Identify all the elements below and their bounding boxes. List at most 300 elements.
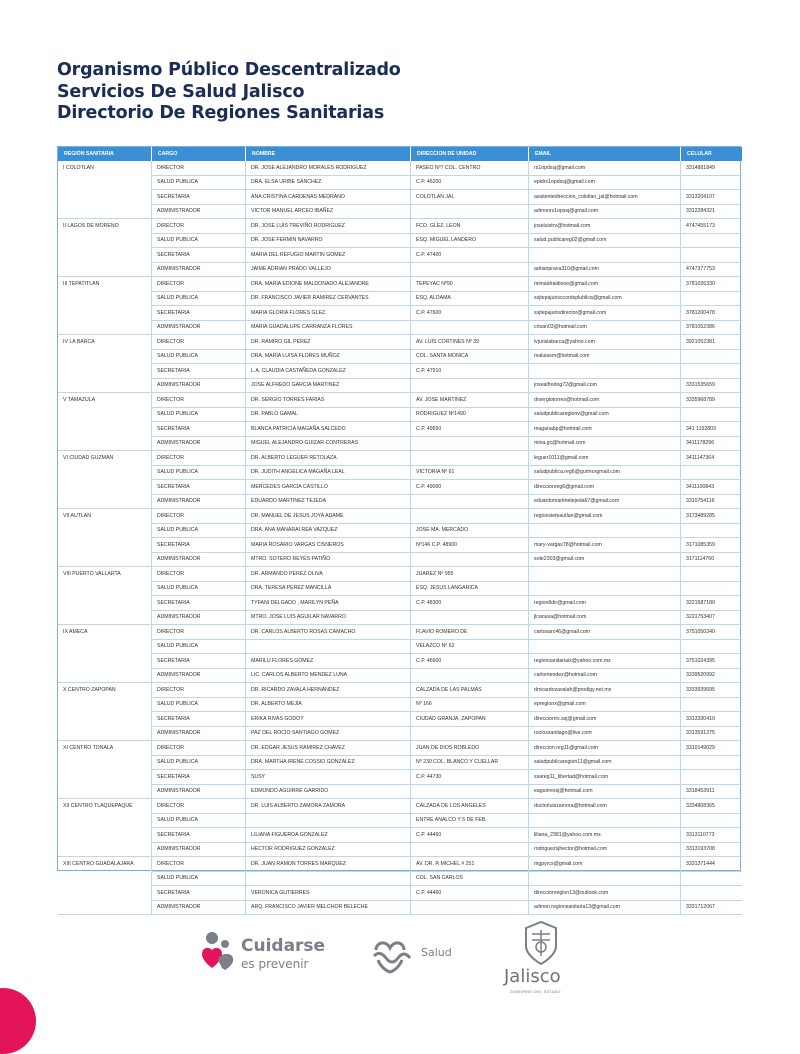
celular-cell: 3173489285: [681, 509, 742, 524]
cargo-cell: SALUD PUBLICA: [152, 350, 246, 365]
region-cell: [58, 712, 152, 727]
email-cell: direccion.reg11@gmail.com: [529, 741, 681, 756]
region-cell: [58, 437, 152, 452]
region-cell: VII AUTLAN: [58, 509, 152, 524]
cargo-cell: SALUD PUBLICA: [152, 872, 246, 887]
nombre-cell: JAIME ADRIAN PRADO VALLEJO: [246, 263, 411, 278]
cargo-cell: SALUD PUBLICA: [152, 466, 246, 481]
direccion-cell: COL. SANTA MONICA: [411, 350, 529, 365]
cargo-cell: ADMINISTRADOR: [152, 437, 246, 452]
nombre-cell: PAZ DEL ROCIO SANTIAGO GOMEZ: [246, 727, 411, 742]
celular-cell: 3781026330: [681, 277, 742, 292]
cargo-cell: DIRECTOR: [152, 451, 246, 466]
celular-cell: 3335968789: [681, 393, 742, 408]
region-cell: [58, 872, 152, 887]
email-cell: admonrs1opssj@gmail.com: [529, 205, 681, 220]
region-cell: XIII CENTRO GUADALAJARA: [58, 857, 152, 872]
celular-cell: [681, 698, 742, 713]
cargo-cell: DIRECTOR: [152, 277, 246, 292]
table-row: [58, 190, 742, 205]
table-row: [58, 770, 742, 785]
direccion-cell: C.P. 44730: [411, 770, 529, 785]
direccion-cell: ESQ. MIGUEL LANDERO: [411, 234, 529, 249]
direccion-cell: [411, 495, 529, 510]
table-row: [58, 741, 742, 756]
nombre-cell: MARILU FLORES GOMEZ: [246, 654, 411, 669]
cargo-cell: DIRECTOR: [152, 393, 246, 408]
celular-cell: [681, 582, 742, 597]
celular-cell: 3411147364: [681, 451, 742, 466]
region-cell: [58, 306, 152, 321]
celular-cell: [681, 176, 742, 191]
email-cell: mary-vargas78@hotmail.com: [529, 538, 681, 553]
email-cell: direccionreg6@gmail.com: [529, 480, 681, 495]
region-cell: [58, 727, 152, 742]
email-cell: mimaldraidione@gmail.com: [529, 277, 681, 292]
direccion-cell: JOSE MA. MERCADO: [411, 524, 529, 539]
nombre-cell: MARIA DEL REFUGIO MARTIN GOMEZ: [246, 248, 411, 263]
direccion-cell: [411, 263, 529, 278]
nombre-cell: DR. JOSE FERMIN NAVARRO: [246, 234, 411, 249]
email-cell: saludpublicaregion11@gmail.com: [529, 756, 681, 771]
celular-cell: 3221753407: [681, 611, 742, 626]
celular-cell: 3310149029: [681, 741, 742, 756]
region-cell: [58, 582, 152, 597]
direccion-cell: CALZADA DE LOS ANGELES: [411, 799, 529, 814]
celular-cell: 3751024395: [681, 654, 742, 669]
celular-cell: [681, 770, 742, 785]
cargo-cell: SECRETARIA: [152, 886, 246, 901]
table-row: [58, 828, 742, 843]
direccion-cell: [411, 843, 529, 858]
email-cell: ivjurislabarca@yahoo.com: [529, 335, 681, 350]
cuidarse-logo: [198, 930, 338, 980]
region-cell: [58, 495, 152, 510]
email-cell: [529, 524, 681, 539]
direccion-cell: [411, 553, 529, 568]
cargo-cell: ADMINISTRADOR: [152, 611, 246, 626]
nombre-cell: DR. RAMIRO GIL PEREZ: [246, 335, 411, 350]
cargo-cell: DIRECTOR: [152, 509, 246, 524]
table-row: [58, 727, 742, 742]
nombre-cell: HECTOR RODRIGUEZ GONZALEZ: [246, 843, 411, 858]
table-row: [58, 379, 742, 394]
region-cell: IX AMECA: [58, 625, 152, 640]
nombre-cell: DRA. ELSA URIBE SANCHEZ: [246, 176, 411, 191]
direccion-cell: AV. JOSE MARTINEZ: [411, 393, 529, 408]
nombre-cell: DR. FRANCISCO JAVIER RAMIREZ CERVANTES: [246, 292, 411, 307]
column-header: CARGO: [152, 147, 246, 161]
table-row: [58, 364, 742, 379]
direccion-cell: [411, 785, 529, 800]
cargo-cell: SECRETARIA: [152, 828, 246, 843]
email-cell: doctorluiszamora@hotmail.com: [529, 799, 681, 814]
direccion-cell: C.P. 46600: [411, 654, 529, 669]
direccion-cell: AV. DR. R MICHEL # 251: [411, 857, 529, 872]
cargo-cell: SECRETARIA: [152, 654, 246, 669]
table-row: [58, 321, 742, 336]
table-row: [58, 611, 742, 626]
region-cell: [58, 756, 152, 771]
cargo-cell: SECRETARIA: [152, 190, 246, 205]
celular-cell: 3314881849: [681, 161, 742, 176]
direccion-cell: RODRIGUEZ Nº1490: [411, 408, 529, 423]
table-row: [58, 524, 742, 539]
directory-table-container: [57, 146, 741, 911]
table-body: [58, 161, 742, 915]
cargo-cell: ADMINISTRADOR: [152, 321, 246, 336]
nombre-cell: EDUARDO MARTINEZ TEJEDA: [246, 495, 411, 510]
cargo-cell: SECRETARIA: [152, 712, 246, 727]
direccion-cell: C.P. 47600: [411, 306, 529, 321]
celular-cell: [681, 814, 742, 829]
nombre-cell: MARIA GLORIA FLORES GLEZ.: [246, 306, 411, 321]
nombre-cell: TYFANI DELGADO , MARILYN PEÑA: [246, 596, 411, 611]
direccion-cell: ESQ. JESUS LANGARICA: [411, 582, 529, 597]
region-cell: [58, 524, 152, 539]
nombre-cell: L.A. CLAUDIA CASTAÑEDA GONZALEZ: [246, 364, 411, 379]
direccion-cell: JUAN DE DIOS ROBLEDO: [411, 741, 529, 756]
region-cell: VI CIUDAD GUZMAN: [58, 451, 152, 466]
region-cell: [58, 176, 152, 191]
cargo-cell: SECRETARIA: [152, 248, 246, 263]
direccion-cell: [411, 611, 529, 626]
nombre-cell: MTRO. JOSE LUIS AGUILAR NAVARRO: [246, 611, 411, 626]
cargo-cell: SALUD PUBLICA: [152, 408, 246, 423]
cargo-cell: ADMINISTRADOR: [152, 727, 246, 742]
direccion-cell: [411, 669, 529, 684]
email-cell: [529, 364, 681, 379]
nombre-cell: DRA. ANA MANARAI REA VAZQUEZ: [246, 524, 411, 539]
email-cell: [529, 248, 681, 263]
email-cell: crisan03@hotmail.com: [529, 321, 681, 336]
family-icon: [198, 930, 238, 974]
celular-cell: [681, 466, 742, 481]
region-cell: [58, 843, 152, 858]
nombre-cell: DR. ARMANDO PEREZ OLIVA: [246, 567, 411, 582]
email-cell: saludpublica.reg6@gurmorgmail.com: [529, 466, 681, 481]
region-cell: I COLOTLAN: [58, 161, 152, 176]
nombre-cell: DR. JUDITH ANGELICA MAGAÑA LEAL: [246, 466, 411, 481]
nombre-cell: DR. SERGIO TORRES FARIAS: [246, 393, 411, 408]
cargo-cell: DIRECTOR: [152, 219, 246, 234]
es-prevenir-text: es prevenir: [241, 957, 309, 971]
celular-cell: 3339520992: [681, 669, 742, 684]
table-row: [58, 480, 742, 495]
cargo-cell: DIRECTOR: [152, 567, 246, 582]
celular-cell: 3313330410: [681, 712, 742, 727]
celular-cell: 3411100843: [681, 480, 742, 495]
column-header: CELULAR: [681, 147, 742, 161]
table-row: [58, 509, 742, 524]
direccion-cell: COL. SAN CARLOS: [411, 872, 529, 887]
direccion-cell: Nº 166: [411, 698, 529, 713]
cargo-cell: DIRECTOR: [152, 335, 246, 350]
region-cell: V TAMAZULA: [58, 393, 152, 408]
email-cell: [529, 567, 681, 582]
email-cell: asistentedireccion_colotlan_jal@hotmail.com: [529, 190, 681, 205]
nombre-cell: DRA. MARIA EDIONE MALDONADO ALEJANDRE: [246, 277, 411, 292]
celular-cell: 3313591275: [681, 727, 742, 742]
table-header-row: [58, 147, 742, 161]
nombre-cell: DR. JOSE ALEJANDRO MORALES RODRIGUEZ: [246, 161, 411, 176]
region-cell: [58, 785, 152, 800]
region-cell: [58, 321, 152, 336]
email-cell: mgpyrcs@gmail.com: [529, 857, 681, 872]
celular-cell: 3333939695: [681, 683, 742, 698]
cuidarse-text: Cuidarse: [241, 936, 326, 956]
celular-cell: 3221587180: [681, 596, 742, 611]
cargo-cell: SECRETARIA: [152, 480, 246, 495]
celular-cell: 3310754116: [681, 495, 742, 510]
direccion-cell: [411, 321, 529, 336]
region-cell: [58, 248, 152, 263]
email-cell: eaguirressj@hotmail.com: [529, 785, 681, 800]
nombre-cell: LILIANA FIGUEROA GONZALEZ: [246, 828, 411, 843]
table-row: [58, 466, 742, 481]
region-cell: [58, 901, 152, 916]
celular-cell: 4747377753: [681, 263, 742, 278]
direccion-cell: C.P. 44460: [411, 886, 529, 901]
table-row: [58, 350, 742, 365]
email-cell: carlomendez@hotmail.com: [529, 669, 681, 684]
table-row: [58, 263, 742, 278]
table-row: [58, 843, 742, 858]
celular-cell: [681, 408, 742, 423]
nombre-cell: VERONICA GUTIERRES: [246, 886, 411, 901]
celular-cell: 3334808365: [681, 799, 742, 814]
direccion-cell: C.P. 47910: [411, 364, 529, 379]
email-cell: [529, 640, 681, 655]
nombre-cell: SUSY: [246, 770, 411, 785]
cargo-cell: SECRETARIA: [152, 770, 246, 785]
direccion-cell: PASEO Nº7 COL. CENTRO: [411, 161, 529, 176]
direccion-cell: C.P. 49650: [411, 422, 529, 437]
nombre-cell: MARIA ROSARIO VARGAS CISNEROS: [246, 538, 411, 553]
direccion-cell: C.P. 44460: [411, 828, 529, 843]
cargo-cell: SALUD PUBLICA: [152, 524, 246, 539]
nombre-cell: JOSE ALFREDO GARCIA MARTINEZ: [246, 379, 411, 394]
direccion-cell: Nº 230 COL. BLANCO Y CUELLAR: [411, 756, 529, 771]
direccion-cell: [411, 727, 529, 742]
email-cell: rs1opdssj@gmail.com: [529, 161, 681, 176]
table-row: [58, 161, 742, 176]
cargo-cell: SECRETARIA: [152, 596, 246, 611]
email-cell: regionsanitariaix@yahoo.com.mx: [529, 654, 681, 669]
cargo-cell: DIRECTOR: [152, 683, 246, 698]
table-row: [58, 335, 742, 350]
direccion-cell: JUAREZ Nº 955: [411, 567, 529, 582]
email-cell: drricardozavalah@prodigy.net.mx: [529, 683, 681, 698]
jalisco-crest-icon: [516, 920, 566, 966]
jalisco-text: Jalisco: [504, 966, 561, 987]
nombre-cell: DR. ALBERTO LEGUER RETOLAZA: [246, 451, 411, 466]
corner-accent-shape: [0, 988, 36, 1054]
nombre-cell: DR. RICARDO ZAVALA HERNANDEZ: [246, 683, 411, 698]
direccion-cell: CIUDAD GRANJA, ZAPOPAN: [411, 712, 529, 727]
email-cell: epidrs1opdssj@gmail.com: [529, 176, 681, 191]
table-row: [58, 219, 742, 234]
table-row: [58, 654, 742, 669]
direccion-cell: [411, 437, 529, 452]
region-cell: [58, 596, 152, 611]
region-cell: [58, 205, 152, 220]
table-row: [58, 437, 742, 452]
salud-heart-icon: [370, 936, 418, 976]
direccion-cell: FLAVIO ROMERO DE: [411, 625, 529, 640]
celular-cell: [681, 886, 742, 901]
celular-cell: [681, 524, 742, 539]
region-cell: [58, 234, 152, 249]
region-cell: [58, 611, 152, 626]
celular-cell: 3313204107: [681, 190, 742, 205]
table-row: [58, 640, 742, 655]
region-cell: II LAGOS DE MORENO: [58, 219, 152, 234]
cargo-cell: ADMINISTRADOR: [152, 785, 246, 800]
direccion-cell: C.P. 47400: [411, 248, 529, 263]
region-cell: [58, 408, 152, 423]
email-cell: leguer1011@gmail.com: [529, 451, 681, 466]
email-cell: regionsieteautlan@gmail.com: [529, 509, 681, 524]
direccion-cell: [411, 901, 529, 916]
celular-cell: 3313110773: [681, 828, 742, 843]
email-cell: liliana_2381@yahoo.com.mx: [529, 828, 681, 843]
direccion-cell: [411, 205, 529, 220]
email-cell: [529, 582, 681, 597]
nombre-cell: DRA. MARTHA IRENE COSSIO GONZALEZ: [246, 756, 411, 771]
nombre-cell: VICTOR MANUEL ARCEO IBAÑEZ: [246, 205, 411, 220]
direccion-cell: [411, 379, 529, 394]
region-cell: [58, 553, 152, 568]
table-row: [58, 814, 742, 829]
nombre-cell: DR. ALBERTO MEJIA: [246, 698, 411, 713]
cargo-cell: SALUD PUBLICA: [152, 640, 246, 655]
jalisco-logo: [500, 920, 580, 1020]
table-row: [58, 451, 742, 466]
region-cell: [58, 480, 152, 495]
email-cell: maluiasm@hotmail.com: [529, 350, 681, 365]
cargo-cell: DIRECTOR: [152, 799, 246, 814]
cargo-cell: ADMINISTRADOR: [152, 553, 246, 568]
email-cell: ssjtepajurisccordsplublica@gmail.com: [529, 292, 681, 307]
region-cell: [58, 814, 152, 829]
direccion-cell: VICTORIA Nº 61: [411, 466, 529, 481]
nombre-cell: DRA. MARIA LUISA FLORES MUÑOZ: [246, 350, 411, 365]
region-cell: [58, 886, 152, 901]
nombre-cell: MTRO. SOTERO REYES PATIÑO: [246, 553, 411, 568]
direccion-cell: ESQ. ALDAMA: [411, 292, 529, 307]
celular-cell: 3781200478: [681, 306, 742, 321]
direccion-cell: CALZADA DE LAS PALMAS: [411, 683, 529, 698]
nombre-cell: [246, 872, 411, 887]
email-cell: sote2303@gmail.com: [529, 553, 681, 568]
table-row: [58, 277, 742, 292]
email-cell: maganabp@hotmail.com: [529, 422, 681, 437]
cargo-cell: SECRETARIA: [152, 538, 246, 553]
region-cell: XI CENTRO TONALA: [58, 741, 152, 756]
celular-cell: 3411178296: [681, 437, 742, 452]
celular-cell: [681, 364, 742, 379]
nombre-cell: MIGUEL ALEJANDRO GUIZAR CONTRERAS: [246, 437, 411, 452]
email-cell: saludpublicareglonv@gmail.com: [529, 408, 681, 423]
nombre-cell: DR. MANUEL DE JESUS JOYA ADAME: [246, 509, 411, 524]
cargo-cell: ADMINISTRADOR: [152, 495, 246, 510]
region-cell: [58, 669, 152, 684]
cargo-cell: DIRECTOR: [152, 741, 246, 756]
region-cell: [58, 828, 152, 843]
celular-cell: 4747455173: [681, 219, 742, 234]
email-cell: joseluistrv@hotmail.com: [529, 219, 681, 234]
email-cell: drsergiotorres@hotmail.com: [529, 393, 681, 408]
table-row: [58, 799, 742, 814]
region-cell: [58, 466, 152, 481]
cargo-cell: ADMINISTRADOR: [152, 843, 246, 858]
email-cell: cartosarc46@gmail.com: [529, 625, 681, 640]
email-cell: direccionregion13@outlook.com: [529, 886, 681, 901]
title-line-2: Servicios De Salud Jalisco: [57, 81, 305, 102]
region-cell: [58, 770, 152, 785]
cargo-cell: SALUD PUBLICA: [152, 292, 246, 307]
cargo-cell: DIRECTOR: [152, 161, 246, 176]
cargo-cell: SALUD PUBLICA: [152, 756, 246, 771]
nombre-cell: ERIKA RIVAS GODOY: [246, 712, 411, 727]
nombre-cell: MERCEDES GARCIA CASTILLO: [246, 480, 411, 495]
celular-cell: [681, 756, 742, 771]
table-row: [58, 248, 742, 263]
celular-cell: 341 1152803: [681, 422, 742, 437]
celular-cell: 3781052386: [681, 321, 742, 336]
cargo-cell: SALUD PUBLICA: [152, 582, 246, 597]
celular-cell: 3331712067: [681, 901, 742, 916]
table-row: [58, 712, 742, 727]
table-row: [58, 886, 742, 901]
cargo-cell: SALUD PUBLICA: [152, 234, 246, 249]
direccion-cell: C.P. 46200: [411, 176, 529, 191]
cargo-cell: SALUD PUBLICA: [152, 814, 246, 829]
nombre-cell: [246, 640, 411, 655]
nombre-cell: ANA CRISTINA CARDENAS MEDRANO: [246, 190, 411, 205]
celular-cell: 3331535659: [681, 379, 742, 394]
celular-cell: [681, 872, 742, 887]
nombre-cell: DR. JUAN RAMON TORRES MARQUEZ: [246, 857, 411, 872]
nombre-cell: [246, 814, 411, 829]
salud-logo: [370, 936, 470, 976]
direccion-cell: FCO. GLEZ. LEON: [411, 219, 529, 234]
region-cell: [58, 422, 152, 437]
nombre-cell: DR. PABLO GAMAL: [246, 408, 411, 423]
email-cell: rodriguezsjhector@hotmail.com: [529, 843, 681, 858]
nombre-cell: ARQ. FRANCISCO JAVIER MELCHOR BELECHE: [246, 901, 411, 916]
region-cell: [58, 190, 152, 205]
table-row: [58, 901, 742, 916]
celular-cell: 3331371444: [681, 857, 742, 872]
salud-text: Salud: [421, 946, 452, 959]
table-row: [58, 596, 742, 611]
region-cell: [58, 538, 152, 553]
column-header: REGIÓN SANITARIA: [58, 147, 152, 161]
celular-cell: 3171085359: [681, 538, 742, 553]
celular-cell: 3313193708: [681, 843, 742, 858]
table-row: [58, 567, 742, 582]
region-cell: [58, 350, 152, 365]
direccion-cell: C.P. 49000: [411, 480, 529, 495]
nombre-cell: DR. JOSE LUIS TREVIÑO RODRIGUEZ: [246, 219, 411, 234]
title-line-1: Organismo Público Descentralizado: [57, 60, 401, 80]
email-cell: adrianprava310@gmail.com: [529, 263, 681, 278]
table-row: [58, 553, 742, 568]
table-row: [58, 292, 742, 307]
direccion-cell: TEPEYAC Nº90: [411, 277, 529, 292]
